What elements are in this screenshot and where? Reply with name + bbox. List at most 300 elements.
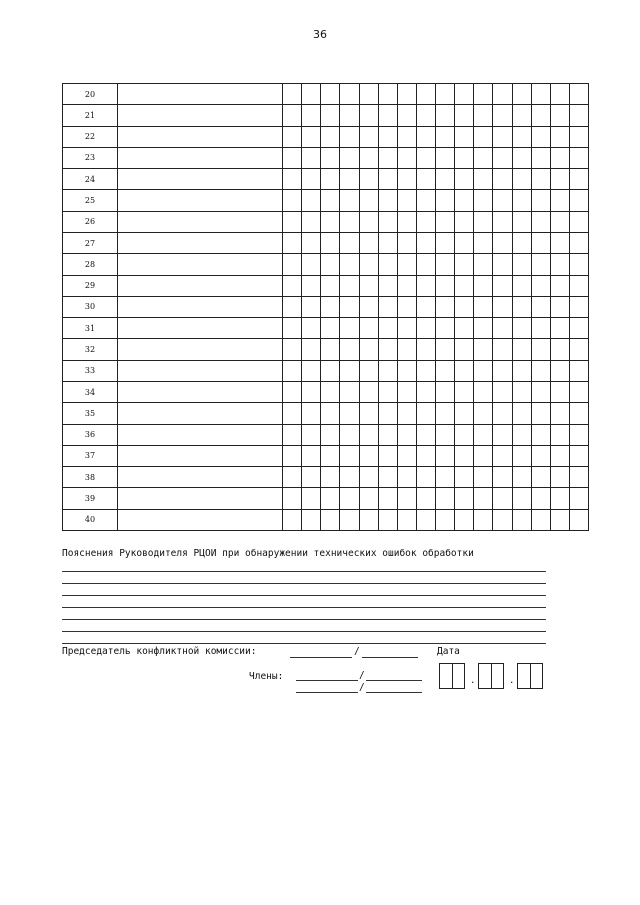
- answer-cell[interactable]: [569, 424, 588, 445]
- answer-cell[interactable]: [283, 360, 302, 381]
- answer-cell[interactable]: [493, 445, 512, 466]
- answer-cell[interactable]: [474, 147, 493, 168]
- answer-cell[interactable]: [378, 296, 397, 317]
- answer-cell[interactable]: [455, 488, 474, 509]
- date-digit-cell[interactable]: [518, 664, 530, 688]
- answer-cell[interactable]: [550, 275, 569, 296]
- answer-cell[interactable]: [455, 105, 474, 126]
- answer-cell[interactable]: [455, 169, 474, 190]
- answer-cell[interactable]: [531, 169, 550, 190]
- answer-cell[interactable]: [493, 488, 512, 509]
- row-text-cell[interactable]: [118, 381, 283, 402]
- answer-cell[interactable]: [436, 190, 455, 211]
- answer-cell[interactable]: [321, 126, 340, 147]
- answer-cell[interactable]: [283, 318, 302, 339]
- answer-cell[interactable]: [302, 190, 321, 211]
- answer-cell[interactable]: [378, 381, 397, 402]
- answer-cell[interactable]: [302, 126, 321, 147]
- answer-cell[interactable]: [455, 318, 474, 339]
- answer-cell[interactable]: [512, 339, 531, 360]
- answer-cell[interactable]: [550, 318, 569, 339]
- answer-cell[interactable]: [455, 424, 474, 445]
- answer-cell[interactable]: [283, 84, 302, 105]
- answer-cell[interactable]: [474, 488, 493, 509]
- answer-cell[interactable]: [302, 318, 321, 339]
- answer-cell[interactable]: [378, 169, 397, 190]
- answer-cell[interactable]: [436, 147, 455, 168]
- answer-cell[interactable]: [436, 275, 455, 296]
- answer-cell[interactable]: [378, 318, 397, 339]
- answer-cell[interactable]: [340, 509, 359, 530]
- answer-cell[interactable]: [359, 211, 378, 232]
- answer-cell[interactable]: [550, 488, 569, 509]
- answer-cell[interactable]: [302, 169, 321, 190]
- answer-cell[interactable]: [531, 360, 550, 381]
- answer-cell[interactable]: [493, 254, 512, 275]
- answer-cell[interactable]: [493, 339, 512, 360]
- answer-cell[interactable]: [474, 296, 493, 317]
- answer-cell[interactable]: [569, 403, 588, 424]
- answer-cell[interactable]: [321, 467, 340, 488]
- answer-cell[interactable]: [455, 509, 474, 530]
- answer-cell[interactable]: [531, 488, 550, 509]
- answer-cell[interactable]: [569, 147, 588, 168]
- answer-cell[interactable]: [474, 318, 493, 339]
- answer-cell[interactable]: [531, 318, 550, 339]
- row-text-cell[interactable]: [118, 318, 283, 339]
- date-digit-cell[interactable]: [530, 664, 543, 688]
- answer-cell[interactable]: [455, 403, 474, 424]
- answer-cell[interactable]: [416, 275, 435, 296]
- answer-cell[interactable]: [416, 211, 435, 232]
- answer-cell[interactable]: [531, 403, 550, 424]
- answer-cell[interactable]: [436, 339, 455, 360]
- answer-cell[interactable]: [569, 360, 588, 381]
- answer-cell[interactable]: [378, 254, 397, 275]
- answer-cell[interactable]: [569, 169, 588, 190]
- answer-cell[interactable]: [378, 488, 397, 509]
- row-text-cell[interactable]: [118, 126, 283, 147]
- answer-cell[interactable]: [340, 381, 359, 402]
- answer-cell[interactable]: [359, 381, 378, 402]
- answer-cell[interactable]: [397, 445, 416, 466]
- answer-cell[interactable]: [321, 339, 340, 360]
- answer-cell[interactable]: [397, 381, 416, 402]
- row-text-cell[interactable]: [118, 211, 283, 232]
- answer-cell[interactable]: [340, 467, 359, 488]
- answer-cell[interactable]: [474, 211, 493, 232]
- answer-cell[interactable]: [416, 403, 435, 424]
- answer-cell[interactable]: [302, 211, 321, 232]
- answer-cell[interactable]: [550, 296, 569, 317]
- row-text-cell[interactable]: [118, 275, 283, 296]
- answer-cell[interactable]: [493, 381, 512, 402]
- answer-cell[interactable]: [302, 105, 321, 126]
- answer-cell[interactable]: [378, 147, 397, 168]
- answer-cell[interactable]: [512, 126, 531, 147]
- answer-cell[interactable]: [302, 254, 321, 275]
- answer-cell[interactable]: [512, 296, 531, 317]
- answer-cell[interactable]: [359, 467, 378, 488]
- answer-cell[interactable]: [531, 381, 550, 402]
- answer-cell[interactable]: [455, 232, 474, 253]
- answer-cell[interactable]: [340, 105, 359, 126]
- answer-cell[interactable]: [302, 509, 321, 530]
- member-name-field[interactable]: [366, 680, 422, 681]
- answer-cell[interactable]: [455, 190, 474, 211]
- answer-cell[interactable]: [302, 147, 321, 168]
- answer-cell[interactable]: [455, 84, 474, 105]
- answer-cell[interactable]: [397, 84, 416, 105]
- row-text-cell[interactable]: [118, 232, 283, 253]
- answer-cell[interactable]: [493, 509, 512, 530]
- row-text-cell[interactable]: [118, 190, 283, 211]
- answer-cell[interactable]: [378, 467, 397, 488]
- answer-cell[interactable]: [302, 381, 321, 402]
- answer-cell[interactable]: [531, 190, 550, 211]
- answer-cell[interactable]: [550, 381, 569, 402]
- answer-cell[interactable]: [512, 84, 531, 105]
- answer-cell[interactable]: [569, 509, 588, 530]
- answer-cell[interactable]: [397, 211, 416, 232]
- answer-cell[interactable]: [531, 275, 550, 296]
- row-text-cell[interactable]: [118, 296, 283, 317]
- answer-cell[interactable]: [436, 318, 455, 339]
- answer-cell[interactable]: [474, 403, 493, 424]
- answer-cell[interactable]: [531, 126, 550, 147]
- answer-cell[interactable]: [531, 211, 550, 232]
- chairman-signature-field[interactable]: [290, 657, 352, 658]
- member-signature-field[interactable]: [296, 680, 358, 681]
- answer-cell[interactable]: [378, 275, 397, 296]
- answer-cell[interactable]: [321, 403, 340, 424]
- answer-cell[interactable]: [340, 403, 359, 424]
- answer-cell[interactable]: [283, 339, 302, 360]
- answer-cell[interactable]: [340, 232, 359, 253]
- answer-cell[interactable]: [321, 254, 340, 275]
- answer-cell[interactable]: [493, 403, 512, 424]
- answer-cell[interactable]: [359, 296, 378, 317]
- answer-cell[interactable]: [512, 232, 531, 253]
- answer-cell[interactable]: [493, 296, 512, 317]
- answer-cell[interactable]: [321, 509, 340, 530]
- answer-cell[interactable]: [512, 445, 531, 466]
- answer-cell[interactable]: [436, 403, 455, 424]
- note-line[interactable]: [62, 571, 546, 572]
- answer-cell[interactable]: [340, 445, 359, 466]
- answer-cell[interactable]: [436, 296, 455, 317]
- answer-cell[interactable]: [569, 488, 588, 509]
- date-day-box[interactable]: [439, 663, 465, 689]
- answer-cell[interactable]: [531, 105, 550, 126]
- answer-cell[interactable]: [550, 211, 569, 232]
- date-year-box[interactable]: [517, 663, 543, 689]
- answer-cell[interactable]: [340, 169, 359, 190]
- answer-cell[interactable]: [455, 147, 474, 168]
- answer-cell[interactable]: [455, 339, 474, 360]
- answer-cell[interactable]: [436, 467, 455, 488]
- answer-cell[interactable]: [302, 488, 321, 509]
- answer-cell[interactable]: [416, 318, 435, 339]
- answer-cell[interactable]: [321, 445, 340, 466]
- answer-cell[interactable]: [340, 211, 359, 232]
- answer-cell[interactable]: [340, 339, 359, 360]
- answer-cell[interactable]: [569, 381, 588, 402]
- answer-cell[interactable]: [378, 424, 397, 445]
- answer-cell[interactable]: [455, 296, 474, 317]
- answer-cell[interactable]: [416, 84, 435, 105]
- answer-cell[interactable]: [302, 296, 321, 317]
- answer-cell[interactable]: [302, 84, 321, 105]
- answer-cell[interactable]: [359, 147, 378, 168]
- answer-cell[interactable]: [493, 424, 512, 445]
- answer-cell[interactable]: [416, 467, 435, 488]
- answer-cell[interactable]: [378, 360, 397, 381]
- answer-cell[interactable]: [397, 467, 416, 488]
- row-text-cell[interactable]: [118, 467, 283, 488]
- answer-cell[interactable]: [512, 381, 531, 402]
- answer-cell[interactable]: [569, 105, 588, 126]
- answer-cell[interactable]: [283, 296, 302, 317]
- answer-cell[interactable]: [455, 360, 474, 381]
- answer-cell[interactable]: [474, 190, 493, 211]
- answer-cell[interactable]: [283, 232, 302, 253]
- row-text-cell[interactable]: [118, 169, 283, 190]
- answer-cell[interactable]: [283, 488, 302, 509]
- answer-cell[interactable]: [493, 190, 512, 211]
- answer-cell[interactable]: [283, 169, 302, 190]
- answer-cell[interactable]: [359, 275, 378, 296]
- answer-cell[interactable]: [455, 467, 474, 488]
- answer-cell[interactable]: [493, 105, 512, 126]
- answer-cell[interactable]: [436, 105, 455, 126]
- answer-cell[interactable]: [302, 275, 321, 296]
- answer-cell[interactable]: [550, 254, 569, 275]
- answer-cell[interactable]: [493, 211, 512, 232]
- answer-cell[interactable]: [474, 275, 493, 296]
- answer-cell[interactable]: [416, 424, 435, 445]
- answer-cell[interactable]: [283, 190, 302, 211]
- answer-cell[interactable]: [416, 147, 435, 168]
- answer-cell[interactable]: [531, 339, 550, 360]
- answer-cell[interactable]: [416, 339, 435, 360]
- answer-cell[interactable]: [378, 509, 397, 530]
- answer-cell[interactable]: [550, 190, 569, 211]
- answer-cell[interactable]: [340, 147, 359, 168]
- answer-cell[interactable]: [474, 169, 493, 190]
- answer-cell[interactable]: [321, 275, 340, 296]
- chairman-name-field[interactable]: [362, 657, 418, 658]
- row-text-cell[interactable]: [118, 403, 283, 424]
- answer-cell[interactable]: [321, 424, 340, 445]
- answer-cell[interactable]: [436, 360, 455, 381]
- answer-cell[interactable]: [416, 296, 435, 317]
- answer-cell[interactable]: [378, 339, 397, 360]
- answer-cell[interactable]: [321, 296, 340, 317]
- answer-cell[interactable]: [493, 467, 512, 488]
- answer-cell[interactable]: [436, 84, 455, 105]
- answer-cell[interactable]: [416, 190, 435, 211]
- answer-cell[interactable]: [531, 445, 550, 466]
- answer-cell[interactable]: [359, 169, 378, 190]
- answer-cell[interactable]: [569, 339, 588, 360]
- answer-cell[interactable]: [512, 147, 531, 168]
- answer-cell[interactable]: [512, 467, 531, 488]
- answer-cell[interactable]: [378, 232, 397, 253]
- answer-cell[interactable]: [474, 509, 493, 530]
- answer-cell[interactable]: [321, 381, 340, 402]
- answer-cell[interactable]: [531, 424, 550, 445]
- row-text-cell[interactable]: [118, 488, 283, 509]
- member-name-field[interactable]: [366, 692, 422, 693]
- answer-cell[interactable]: [416, 360, 435, 381]
- answer-cell[interactable]: [359, 105, 378, 126]
- answer-cell[interactable]: [569, 232, 588, 253]
- answer-cell[interactable]: [359, 232, 378, 253]
- answer-cell[interactable]: [359, 190, 378, 211]
- answer-cell[interactable]: [550, 360, 569, 381]
- answer-cell[interactable]: [302, 360, 321, 381]
- answer-cell[interactable]: [416, 126, 435, 147]
- answer-cell[interactable]: [321, 105, 340, 126]
- answer-cell[interactable]: [416, 445, 435, 466]
- answer-cell[interactable]: [283, 445, 302, 466]
- answer-cell[interactable]: [569, 211, 588, 232]
- answer-cell[interactable]: [569, 84, 588, 105]
- answer-cell[interactable]: [474, 381, 493, 402]
- answer-cell[interactable]: [283, 254, 302, 275]
- answer-cell[interactable]: [493, 318, 512, 339]
- answer-cell[interactable]: [531, 467, 550, 488]
- answer-cell[interactable]: [397, 254, 416, 275]
- answer-cell[interactable]: [340, 254, 359, 275]
- answer-cell[interactable]: [550, 126, 569, 147]
- answer-cell[interactable]: [474, 467, 493, 488]
- answer-cell[interactable]: [474, 232, 493, 253]
- answer-cell[interactable]: [455, 211, 474, 232]
- answer-cell[interactable]: [550, 84, 569, 105]
- answer-cell[interactable]: [283, 467, 302, 488]
- answer-cell[interactable]: [436, 488, 455, 509]
- answer-cell[interactable]: [359, 509, 378, 530]
- answer-cell[interactable]: [397, 360, 416, 381]
- answer-cell[interactable]: [474, 339, 493, 360]
- answer-cell[interactable]: [569, 445, 588, 466]
- answer-cell[interactable]: [493, 147, 512, 168]
- answer-cell[interactable]: [283, 147, 302, 168]
- answer-cell[interactable]: [569, 126, 588, 147]
- answer-cell[interactable]: [302, 232, 321, 253]
- answer-cell[interactable]: [531, 147, 550, 168]
- answer-cell[interactable]: [512, 105, 531, 126]
- answer-cell[interactable]: [512, 275, 531, 296]
- date-digit-cell[interactable]: [440, 664, 452, 688]
- row-text-cell[interactable]: [118, 105, 283, 126]
- answer-cell[interactable]: [397, 424, 416, 445]
- answer-cell[interactable]: [550, 232, 569, 253]
- answer-cell[interactable]: [283, 126, 302, 147]
- answer-cell[interactable]: [550, 467, 569, 488]
- answer-cell[interactable]: [397, 339, 416, 360]
- answer-cell[interactable]: [493, 360, 512, 381]
- answer-cell[interactable]: [359, 339, 378, 360]
- answer-cell[interactable]: [493, 169, 512, 190]
- answer-cell[interactable]: [436, 381, 455, 402]
- answer-cell[interactable]: [474, 254, 493, 275]
- date-digit-cell[interactable]: [452, 664, 465, 688]
- answer-cell[interactable]: [397, 509, 416, 530]
- answer-cell[interactable]: [378, 445, 397, 466]
- note-line[interactable]: [62, 631, 546, 632]
- answer-cell[interactable]: [550, 169, 569, 190]
- answer-cell[interactable]: [474, 360, 493, 381]
- answer-cell[interactable]: [455, 381, 474, 402]
- answer-cell[interactable]: [340, 84, 359, 105]
- answer-cell[interactable]: [302, 424, 321, 445]
- answer-cell[interactable]: [550, 147, 569, 168]
- answer-cell[interactable]: [359, 445, 378, 466]
- answer-cell[interactable]: [397, 403, 416, 424]
- answer-cell[interactable]: [378, 403, 397, 424]
- answer-cell[interactable]: [531, 296, 550, 317]
- answer-cell[interactable]: [531, 509, 550, 530]
- answer-cell[interactable]: [321, 318, 340, 339]
- answer-cell[interactable]: [378, 190, 397, 211]
- answer-cell[interactable]: [474, 84, 493, 105]
- answer-cell[interactable]: [416, 509, 435, 530]
- answer-cell[interactable]: [436, 445, 455, 466]
- answer-cell[interactable]: [550, 339, 569, 360]
- answer-cell[interactable]: [321, 84, 340, 105]
- answer-cell[interactable]: [397, 275, 416, 296]
- answer-cell[interactable]: [378, 126, 397, 147]
- answer-cell[interactable]: [283, 211, 302, 232]
- answer-cell[interactable]: [359, 318, 378, 339]
- answer-cell[interactable]: [436, 211, 455, 232]
- answer-cell[interactable]: [397, 190, 416, 211]
- answer-cell[interactable]: [283, 275, 302, 296]
- answer-cell[interactable]: [283, 105, 302, 126]
- row-text-cell[interactable]: [118, 360, 283, 381]
- answer-cell[interactable]: [416, 232, 435, 253]
- answer-cell[interactable]: [474, 105, 493, 126]
- answer-cell[interactable]: [455, 275, 474, 296]
- note-line[interactable]: [62, 583, 546, 584]
- answer-cell[interactable]: [359, 403, 378, 424]
- answer-cell[interactable]: [359, 84, 378, 105]
- answer-cell[interactable]: [359, 424, 378, 445]
- answer-cell[interactable]: [512, 424, 531, 445]
- answer-cell[interactable]: [321, 190, 340, 211]
- answer-cell[interactable]: [569, 254, 588, 275]
- answer-cell[interactable]: [397, 488, 416, 509]
- answer-cell[interactable]: [512, 318, 531, 339]
- answer-cell[interactable]: [569, 275, 588, 296]
- answer-cell[interactable]: [474, 445, 493, 466]
- answer-cell[interactable]: [512, 360, 531, 381]
- answer-cell[interactable]: [340, 424, 359, 445]
- answer-cell[interactable]: [378, 211, 397, 232]
- answer-cell[interactable]: [340, 190, 359, 211]
- answer-cell[interactable]: [455, 254, 474, 275]
- answer-cell[interactable]: [493, 232, 512, 253]
- answer-cell[interactable]: [416, 381, 435, 402]
- answer-cell[interactable]: [436, 126, 455, 147]
- answer-cell[interactable]: [397, 126, 416, 147]
- answer-cell[interactable]: [378, 84, 397, 105]
- answer-cell[interactable]: [283, 381, 302, 402]
- answer-cell[interactable]: [359, 488, 378, 509]
